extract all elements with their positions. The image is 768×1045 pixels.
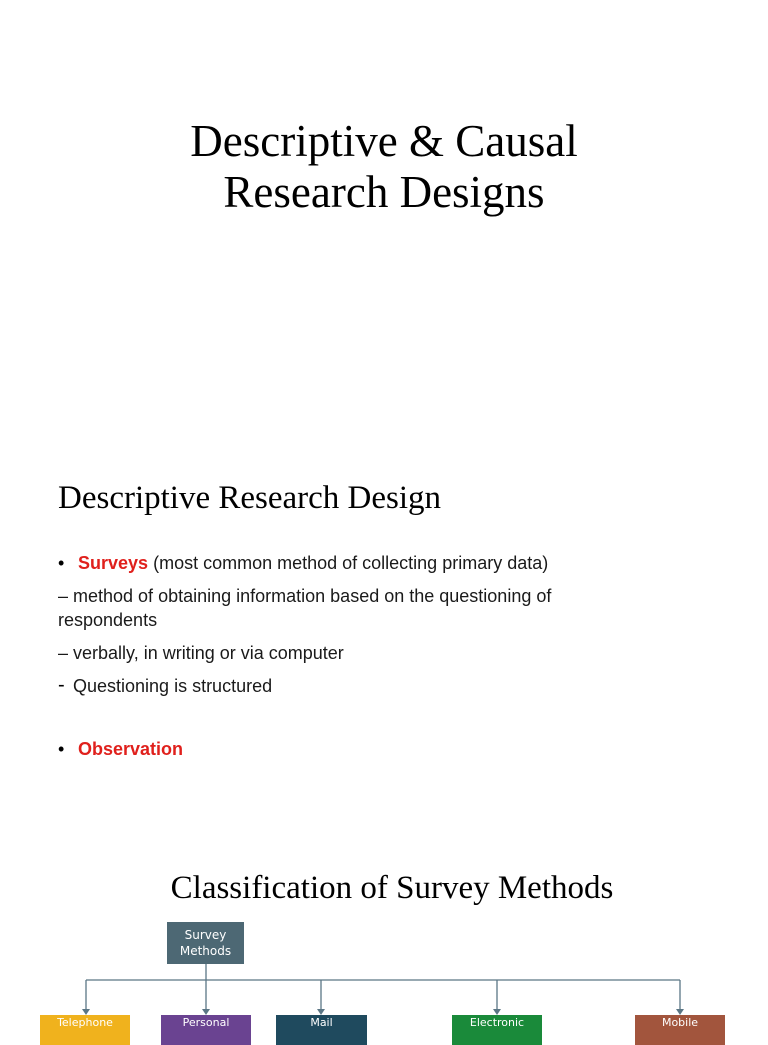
survey-methods-root-box: [167, 922, 244, 964]
root-line-2: Methods: [179, 944, 232, 958]
bullet-surveys-dot: •: [58, 553, 65, 573]
structured-line: Questioning is structured: [73, 676, 273, 696]
slide-title-line-2: Research Designs: [223, 167, 545, 217]
bullet-observation-dot: •: [58, 739, 65, 759]
slide-title-line-1: Descriptive & Causal: [190, 116, 578, 166]
method-box-electronic: [452, 1015, 542, 1045]
method-label-mail: Mail: [310, 1016, 333, 1029]
section-heading: Descriptive Research Design: [58, 480, 442, 516]
survey-mode-line: – verbally, in writing or via computer: [58, 643, 344, 663]
method-box-mobile: [635, 1015, 725, 1045]
method-label-electronic: Electronic: [469, 1016, 525, 1029]
survey-definition-line: – method of obtaining information based on the questioning of: [58, 586, 552, 606]
classification-title: Classification of Survey Methods: [170, 870, 614, 906]
structured-dash: -: [58, 674, 65, 696]
method-box-personal: [161, 1015, 251, 1045]
method-label-mobile: Mobile: [661, 1016, 699, 1029]
survey-definition-line-continued: respondents: [58, 610, 158, 630]
observation-label: Observation: [78, 739, 184, 759]
root-line-1: Survey: [184, 928, 227, 942]
surveys-text: (most common method of collecting primary data): [153, 553, 549, 573]
method-box-telephone: [40, 1015, 130, 1045]
surveys-label: Surveys: [78, 553, 149, 573]
method-label-personal: Personal: [182, 1016, 230, 1029]
method-label-telephone: Telephone: [57, 1016, 113, 1029]
method-box-mail: [276, 1015, 367, 1045]
